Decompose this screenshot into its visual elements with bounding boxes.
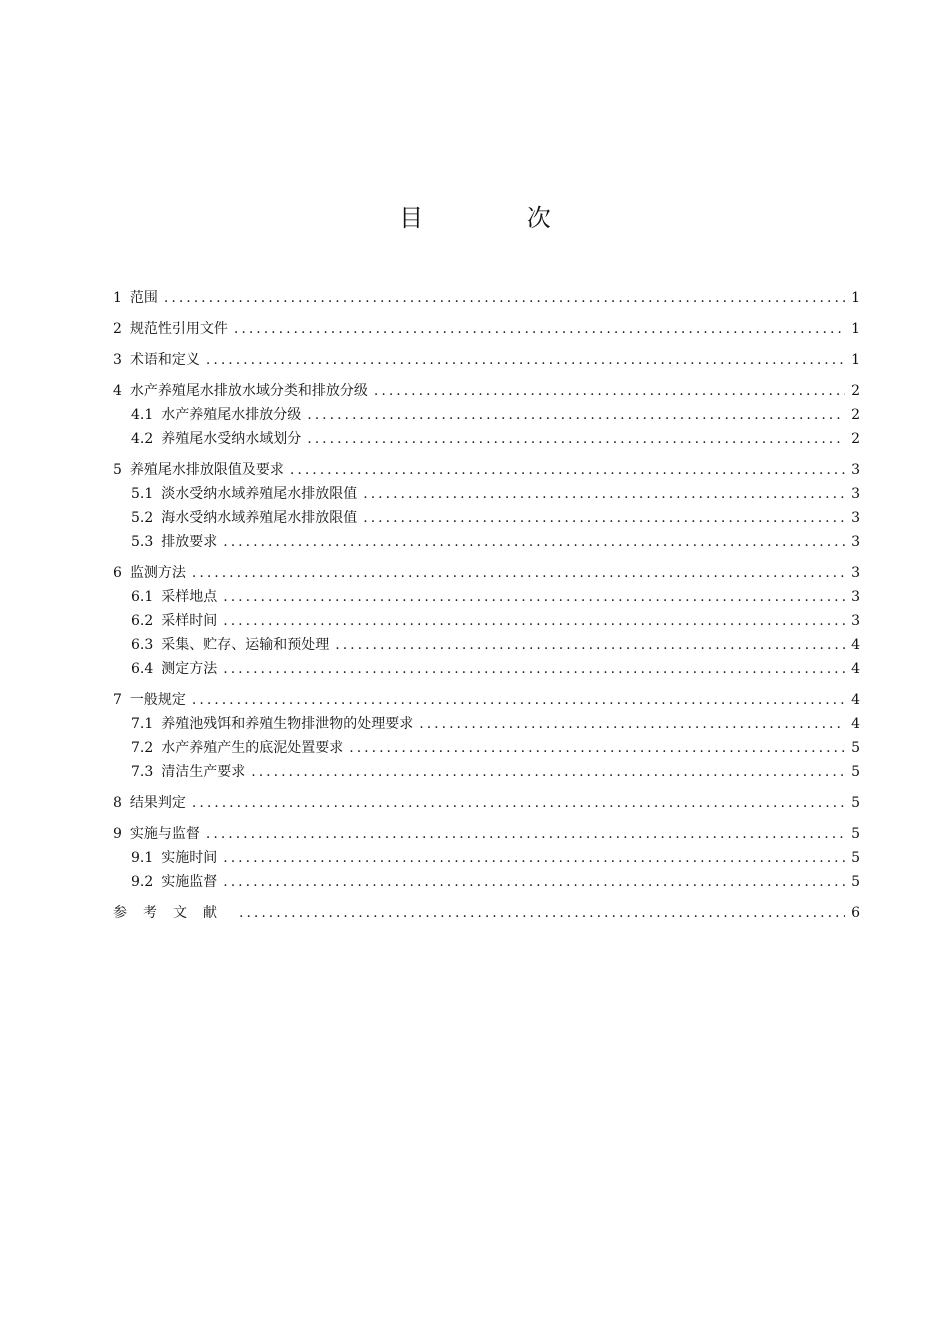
toc-entry-page: 5 bbox=[851, 740, 860, 756]
toc-entry-label: 采样时间 bbox=[161, 613, 218, 629]
toc-entry-number: 4 bbox=[113, 383, 122, 399]
toc-dot-leader bbox=[223, 846, 845, 870]
toc-entry-label: 结果判定 bbox=[129, 795, 186, 811]
toc-entry-number: 6.3 bbox=[131, 637, 154, 653]
toc-entry-label: 采集、贮存、运输和预处理 bbox=[161, 637, 330, 653]
toc-entry[interactable] bbox=[113, 657, 860, 681]
toc-entry-number: 9.2 bbox=[131, 874, 154, 890]
toc-entry[interactable] bbox=[113, 506, 860, 530]
toc-dot-leader bbox=[239, 901, 845, 925]
toc-entry-label: 水产养殖产生的底泥处置要求 bbox=[161, 740, 344, 756]
toc-entry-page: 5 bbox=[851, 826, 860, 842]
toc-entry[interactable] bbox=[113, 379, 860, 403]
toc-entry[interactable] bbox=[113, 712, 860, 736]
toc-entry-page: 1 bbox=[851, 321, 860, 337]
toc-entry-page: 3 bbox=[851, 589, 860, 605]
toc-entry-label: 排放要求 bbox=[161, 534, 218, 550]
toc-entry[interactable] bbox=[113, 760, 860, 784]
toc-dot-leader bbox=[374, 379, 845, 403]
toc-entry[interactable] bbox=[113, 901, 860, 925]
toc-entry-page: 4 bbox=[851, 637, 860, 653]
toc-entry-page: 4 bbox=[851, 716, 860, 732]
toc-dot-leader bbox=[419, 712, 845, 736]
toc-entry-number: 9.1 bbox=[131, 850, 154, 866]
toc-entry-page: 3 bbox=[851, 462, 860, 478]
toc-entry[interactable] bbox=[113, 585, 860, 609]
toc-entry[interactable] bbox=[113, 348, 860, 372]
toc-entry-number: 6.4 bbox=[131, 661, 154, 677]
toc-entry-page: 5 bbox=[851, 850, 860, 866]
toc-entry-number: 4.2 bbox=[131, 431, 154, 447]
toc-entry-number: 6.2 bbox=[131, 613, 154, 629]
toc-entry-page: 1 bbox=[851, 352, 860, 368]
toc-entry-label: 实施监督 bbox=[161, 874, 218, 890]
toc-entry-number: 7.3 bbox=[131, 764, 154, 780]
toc-entry[interactable] bbox=[113, 822, 860, 846]
toc-dot-leader bbox=[363, 506, 845, 530]
toc-dot-leader bbox=[307, 427, 845, 451]
toc-entry[interactable] bbox=[113, 403, 860, 427]
toc-entry[interactable] bbox=[113, 317, 860, 341]
toc-entry-number: 7 bbox=[113, 692, 122, 708]
toc-entry-number: 7.1 bbox=[131, 716, 154, 732]
page-title: 目 次 bbox=[399, 204, 599, 232]
toc-entry-page: 2 bbox=[851, 431, 860, 447]
toc-entry-number: 1 bbox=[113, 290, 122, 306]
toc-entry-page: 2 bbox=[851, 407, 860, 423]
toc-entry-label: 规范性引用文件 bbox=[129, 321, 228, 337]
toc-entry-number: 5 bbox=[113, 462, 122, 478]
toc-entry[interactable] bbox=[113, 791, 860, 815]
toc-entry-number: 5.2 bbox=[131, 510, 154, 526]
toc-entry[interactable] bbox=[113, 427, 860, 451]
toc-entry-number: 6.1 bbox=[131, 589, 154, 605]
toc-dot-leader bbox=[234, 317, 845, 341]
toc-entry[interactable] bbox=[113, 530, 860, 554]
table-of-contents bbox=[113, 286, 860, 925]
toc-dot-leader bbox=[251, 760, 845, 784]
toc-entry-label: 采样地点 bbox=[161, 589, 218, 605]
toc-entry-label: 参考文献 bbox=[113, 905, 233, 921]
toc-dot-leader bbox=[363, 482, 845, 506]
toc-dot-leader bbox=[192, 688, 845, 712]
toc-entry-page: 3 bbox=[851, 510, 860, 526]
toc-entry-number: 7.2 bbox=[131, 740, 154, 756]
toc-dot-leader bbox=[192, 791, 845, 815]
toc-entry-label: 水产养殖尾水排放分级 bbox=[161, 407, 302, 423]
toc-dot-leader bbox=[349, 736, 845, 760]
toc-dot-leader bbox=[335, 633, 845, 657]
toc-entry[interactable] bbox=[113, 688, 860, 712]
toc-entry-label: 水产养殖尾水排放水域分类和排放分级 bbox=[129, 383, 368, 399]
toc-dot-leader bbox=[307, 403, 845, 427]
toc-entry-label: 海水受纳水域养殖尾水排放限值 bbox=[161, 510, 358, 526]
toc-entry-number: 4.1 bbox=[131, 407, 154, 423]
toc-dot-leader bbox=[223, 657, 845, 681]
toc-dot-leader bbox=[223, 585, 845, 609]
toc-entry[interactable] bbox=[113, 482, 860, 506]
toc-entry-number: 2 bbox=[113, 321, 122, 337]
toc-entry-label: 一般规定 bbox=[129, 692, 186, 708]
toc-entry[interactable] bbox=[113, 633, 860, 657]
toc-dot-leader bbox=[206, 348, 845, 372]
toc-entry-page: 4 bbox=[851, 661, 860, 677]
toc-entry-number: 5.3 bbox=[131, 534, 154, 550]
toc-entry-label: 实施与监督 bbox=[129, 826, 200, 842]
toc-dot-leader bbox=[223, 870, 845, 894]
toc-entry-label: 范围 bbox=[129, 290, 158, 306]
toc-entry-page: 4 bbox=[851, 692, 860, 708]
toc-entry-page: 2 bbox=[851, 383, 860, 399]
toc-entry[interactable] bbox=[113, 736, 860, 760]
toc-entry-label: 淡水受纳水域养殖尾水排放限值 bbox=[161, 486, 358, 502]
toc-entry-number: 6 bbox=[113, 565, 122, 581]
toc-entry[interactable] bbox=[113, 458, 860, 482]
toc-entry[interactable] bbox=[113, 870, 860, 894]
toc-entry-label: 术语和定义 bbox=[129, 352, 200, 368]
toc-dot-leader bbox=[192, 561, 845, 585]
toc-dot-leader bbox=[290, 458, 845, 482]
toc-entry-number: 9 bbox=[113, 826, 122, 842]
toc-entry-page: 5 bbox=[851, 874, 860, 890]
toc-dot-leader bbox=[223, 609, 845, 633]
toc-entry-label: 养殖尾水受纳水域划分 bbox=[161, 431, 302, 447]
toc-dot-leader bbox=[164, 286, 845, 310]
toc-entry-label: 测定方法 bbox=[161, 661, 218, 677]
toc-entry-page: 3 bbox=[851, 534, 860, 550]
toc-entry-page: 5 bbox=[851, 795, 860, 811]
toc-entry-label: 实施时间 bbox=[161, 850, 218, 866]
toc-dot-leader bbox=[206, 822, 845, 846]
toc-entry-number: 3 bbox=[113, 352, 122, 368]
toc-entry-page: 3 bbox=[851, 613, 860, 629]
toc-entry[interactable] bbox=[113, 846, 860, 870]
toc-dot-leader bbox=[223, 530, 845, 554]
toc-entry[interactable] bbox=[113, 609, 860, 633]
toc-entry-number: 5.1 bbox=[131, 486, 154, 502]
toc-entry[interactable] bbox=[113, 561, 860, 585]
toc-entry-page: 5 bbox=[851, 764, 860, 780]
toc-entry-label: 养殖尾水排放限值及要求 bbox=[129, 462, 284, 478]
toc-entry-page: 3 bbox=[851, 565, 860, 581]
toc-entry-page: 6 bbox=[851, 905, 860, 921]
toc-entry-page: 3 bbox=[851, 486, 860, 502]
toc-entry-label: 养殖池残饵和养殖生物排泄物的处理要求 bbox=[161, 716, 414, 732]
toc-entry-number: 8 bbox=[113, 795, 122, 811]
toc-entry-label: 清洁生产要求 bbox=[161, 764, 246, 780]
toc-entry-label: 监测方法 bbox=[129, 565, 186, 581]
toc-entry[interactable] bbox=[113, 286, 860, 310]
toc-entry-page: 1 bbox=[851, 290, 860, 306]
